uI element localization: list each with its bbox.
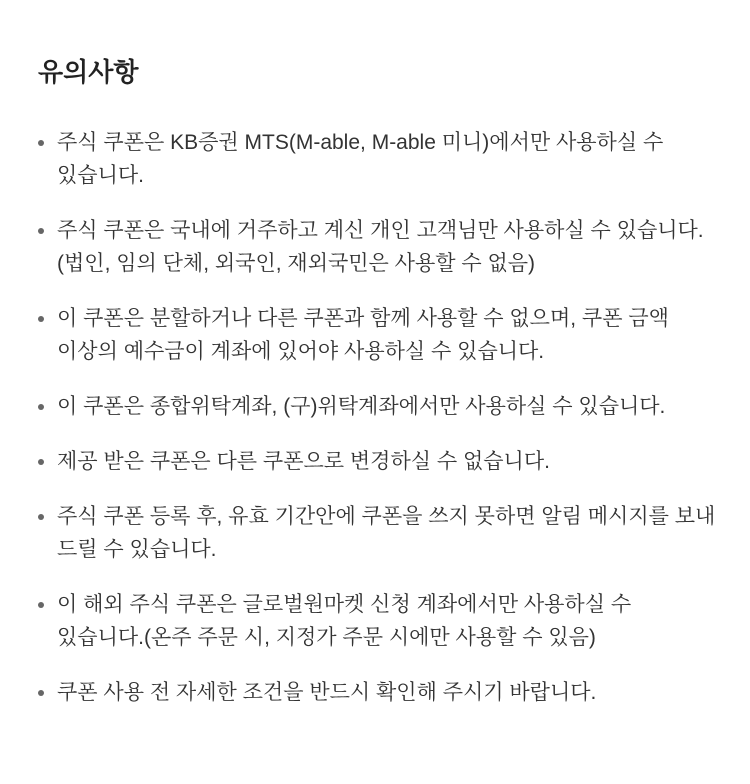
bullet-icon: [38, 690, 44, 696]
list-item: [38, 445, 717, 478]
bullet-icon: [38, 140, 44, 146]
notice-text: 주식 쿠폰은 국내에 거주하고 계신 개인 고객님만 사용하실 수 있습니다.(법인, 임의 단체, 외국인, 재외국민은 사용할 수 없음): [57, 219, 704, 275]
notice-text: 쿠폰 사용 전 자세한 조건을 반드시 확인해 주시기 바랍니다.: [57, 681, 597, 704]
bullet-icon: [38, 404, 44, 410]
notice-text: 이 해외 주식 쿠폰은 글로벌원마켓 신청 계좌에서만 사용하실 수 있습니다.(온주 주문 시, 지정가 주문 시에만 사용할 수 있음): [57, 593, 632, 649]
notice-text: 이 쿠폰은 분할하거나 다른 쿠폰과 함께 사용할 수 없으며, 쿠폰 금액 이상의 예수금이 계좌에 있어야 사용하실 수 있습니다.: [57, 307, 669, 363]
section-title: 유의사항: [38, 57, 139, 87]
notice-text: 제공 받은 쿠폰은 다른 쿠폰으로 변경하실 수 없습니다.: [57, 450, 550, 473]
notice-text: 주식 쿠폰 등록 후, 유효 기간안에 쿠폰을 쓰지 못하면 알림 메시지를 보내 드릴 수 있습니다.: [57, 505, 716, 561]
bullet-icon: [38, 602, 44, 608]
list-item: [38, 500, 717, 566]
bullet-icon: [38, 316, 44, 322]
notice-list: [38, 126, 720, 709]
notice-text: 이 쿠폰은 종합위탁계좌, (구)위탁계좌에서만 사용하실 수 있습니다.: [57, 395, 666, 418]
notice-text: 주식 쿠폰은 KB증권 MTS(M-able, M-able 미니)에서만 사용하실 수 있습니다.: [57, 131, 664, 187]
list-item: [38, 676, 717, 709]
list-item: [38, 302, 717, 368]
list-item: [38, 390, 717, 423]
bullet-icon: [38, 459, 44, 465]
list-item: [38, 214, 717, 280]
list-item: [38, 126, 717, 192]
bullet-icon: [38, 228, 44, 234]
bullet-icon: [38, 514, 44, 520]
list-item: [38, 588, 717, 654]
